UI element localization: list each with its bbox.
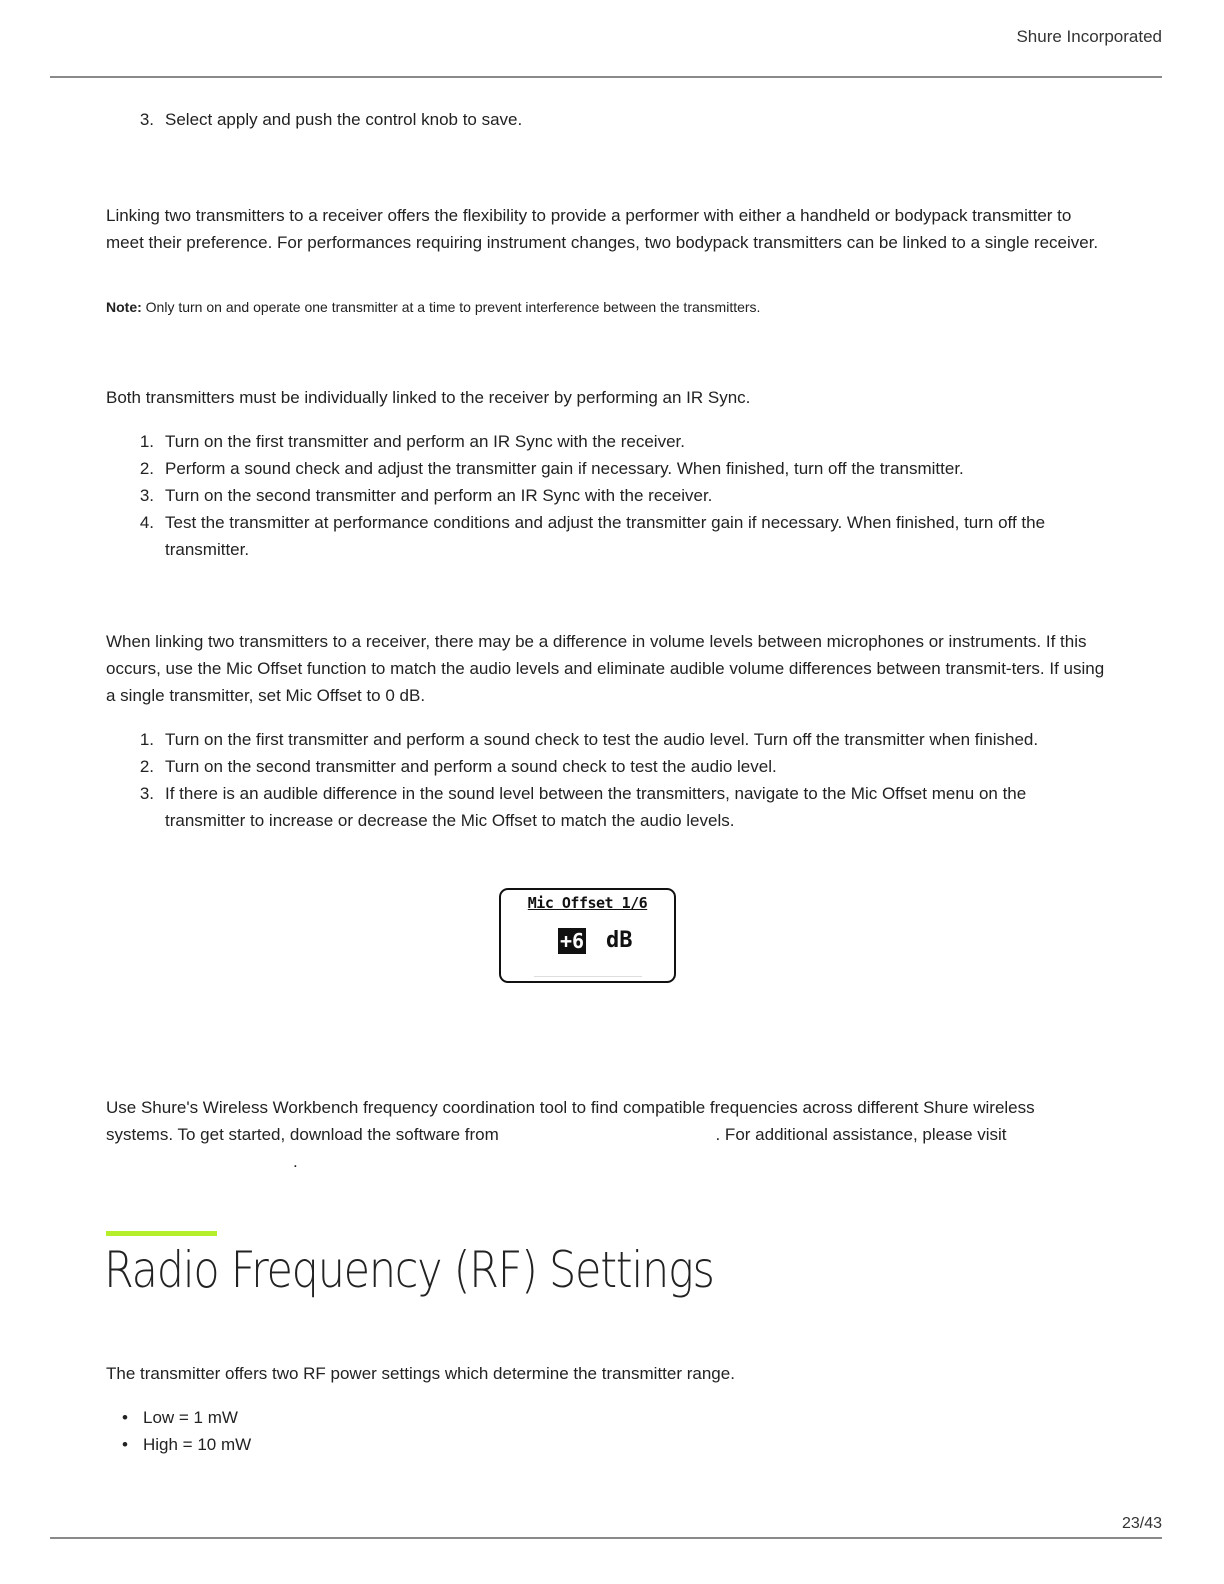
step-number: 2.: [139, 459, 154, 478]
list-item: [106, 428, 1105, 455]
list-item: [106, 1404, 251, 1431]
step-number: 1.: [139, 432, 154, 451]
step-number: 4.: [139, 513, 154, 532]
header-rule: [50, 76, 1162, 78]
mic-offset-step-list: [106, 726, 1105, 834]
note-text: Only turn on and operate one transmitter at a time to prevent interference between the transmitters.: [141, 299, 761, 315]
section-heading: Radio Frequency (RF) Settings: [104, 1241, 714, 1299]
display-title: Mic Offset 1/6: [527, 894, 648, 912]
list-item: [106, 106, 1105, 133]
rf-power-list: [106, 1404, 251, 1458]
display-unit: dB: [606, 928, 633, 953]
list-item: [106, 482, 1105, 509]
bullet-text: High = 10 mW: [143, 1435, 252, 1454]
bullet-icon: •: [122, 1435, 128, 1454]
list-item: [106, 753, 1105, 780]
workbench-text-1: Use Shure's Wireless Workbench frequency coordination tool to find compatible frequencies across different Shure wireless systems. To get started, download the software from: [106, 1098, 1035, 1144]
page-number: 23/43: [1121, 1515, 1162, 1532]
bullet-icon: •: [122, 1408, 128, 1427]
step-number: 3.: [139, 486, 154, 505]
list-item: [106, 455, 1105, 482]
section-accent-bar: [106, 1231, 217, 1236]
display-divider: [534, 976, 642, 977]
step-text: Turn on the first transmitter and perform a sound check to test the audio level. Turn off the transmitter when finished.: [165, 730, 1039, 749]
step-text: If there is an audible difference in the sound level between the transmitters, navigate to the Mic Offset menu on the transmitter to increase or decrease the Mic Offset to match the audio levels.: [165, 784, 1027, 830]
linking-steps-intro: Both transmitters must be individually linked to the receiver by performing an IR Sync.: [106, 388, 751, 407]
step-number: 2.: [139, 757, 154, 776]
mic-offset-intro: When linking two transmitters to a receiver, there may be a difference in volume levels between microphones or instruments. If this occurs, use the Mic Offset function to match the audio levels and eliminate audible volume differences between transmit-ters. If using a single transmitter, set Mic Offset to 0 dB.: [106, 632, 1105, 705]
mic-offset-display-illustration: [499, 888, 676, 983]
step-text: Turn on the second transmitter and perform an IR Sync with the receiver.: [165, 486, 713, 505]
list-item: [106, 509, 1105, 563]
step-text: Perform a sound check and adjust the transmitter gain if necessary. When finished, turn off the transmitter.: [165, 459, 964, 478]
header-company: Shure Incorporated: [1016, 27, 1162, 46]
bullet-text: Low = 1 mW: [143, 1408, 238, 1427]
step-number: 1.: [139, 730, 154, 749]
top-step-list: [106, 106, 1105, 133]
linking-intro-paragraph: Linking two transmitters to a receiver offers the flexibility to provide a performer with either a handheld or bodypack transmitter to meet their preference. For performances requiring instrument changes, two bodypack transmitters can be linked to a single receiver.: [106, 206, 1099, 252]
workbench-paragraph: [106, 1094, 1106, 1175]
step-text: Select apply and push the control knob to save.: [165, 110, 523, 129]
list-item: [106, 1431, 251, 1458]
step-text: Turn on the second transmitter and perform a sound check to test the audio level.: [165, 757, 777, 776]
note: [106, 297, 1106, 317]
workbench-text-3: .: [293, 1152, 298, 1171]
display-value: +6: [560, 929, 585, 953]
step-number: 3.: [139, 784, 154, 803]
step-text: Test the transmitter at performance conditions and adjust the transmitter gain if necessary. When finished, turn off the transmitter.: [165, 513, 1046, 559]
workbench-text-2: . For additional assistance, please visit: [715, 1125, 1007, 1144]
rf-intro: The transmitter offers two RF power settings which determine the transmitter range.: [106, 1364, 735, 1383]
step-number: 3.: [139, 110, 154, 129]
step-text: Turn on the first transmitter and perform an IR Sync with the receiver.: [165, 432, 685, 451]
footer-rule: [50, 1537, 1162, 1539]
linking-step-list: [106, 428, 1105, 563]
list-item: [106, 780, 1105, 834]
note-label: Note:: [106, 299, 142, 315]
list-item: [106, 726, 1105, 753]
